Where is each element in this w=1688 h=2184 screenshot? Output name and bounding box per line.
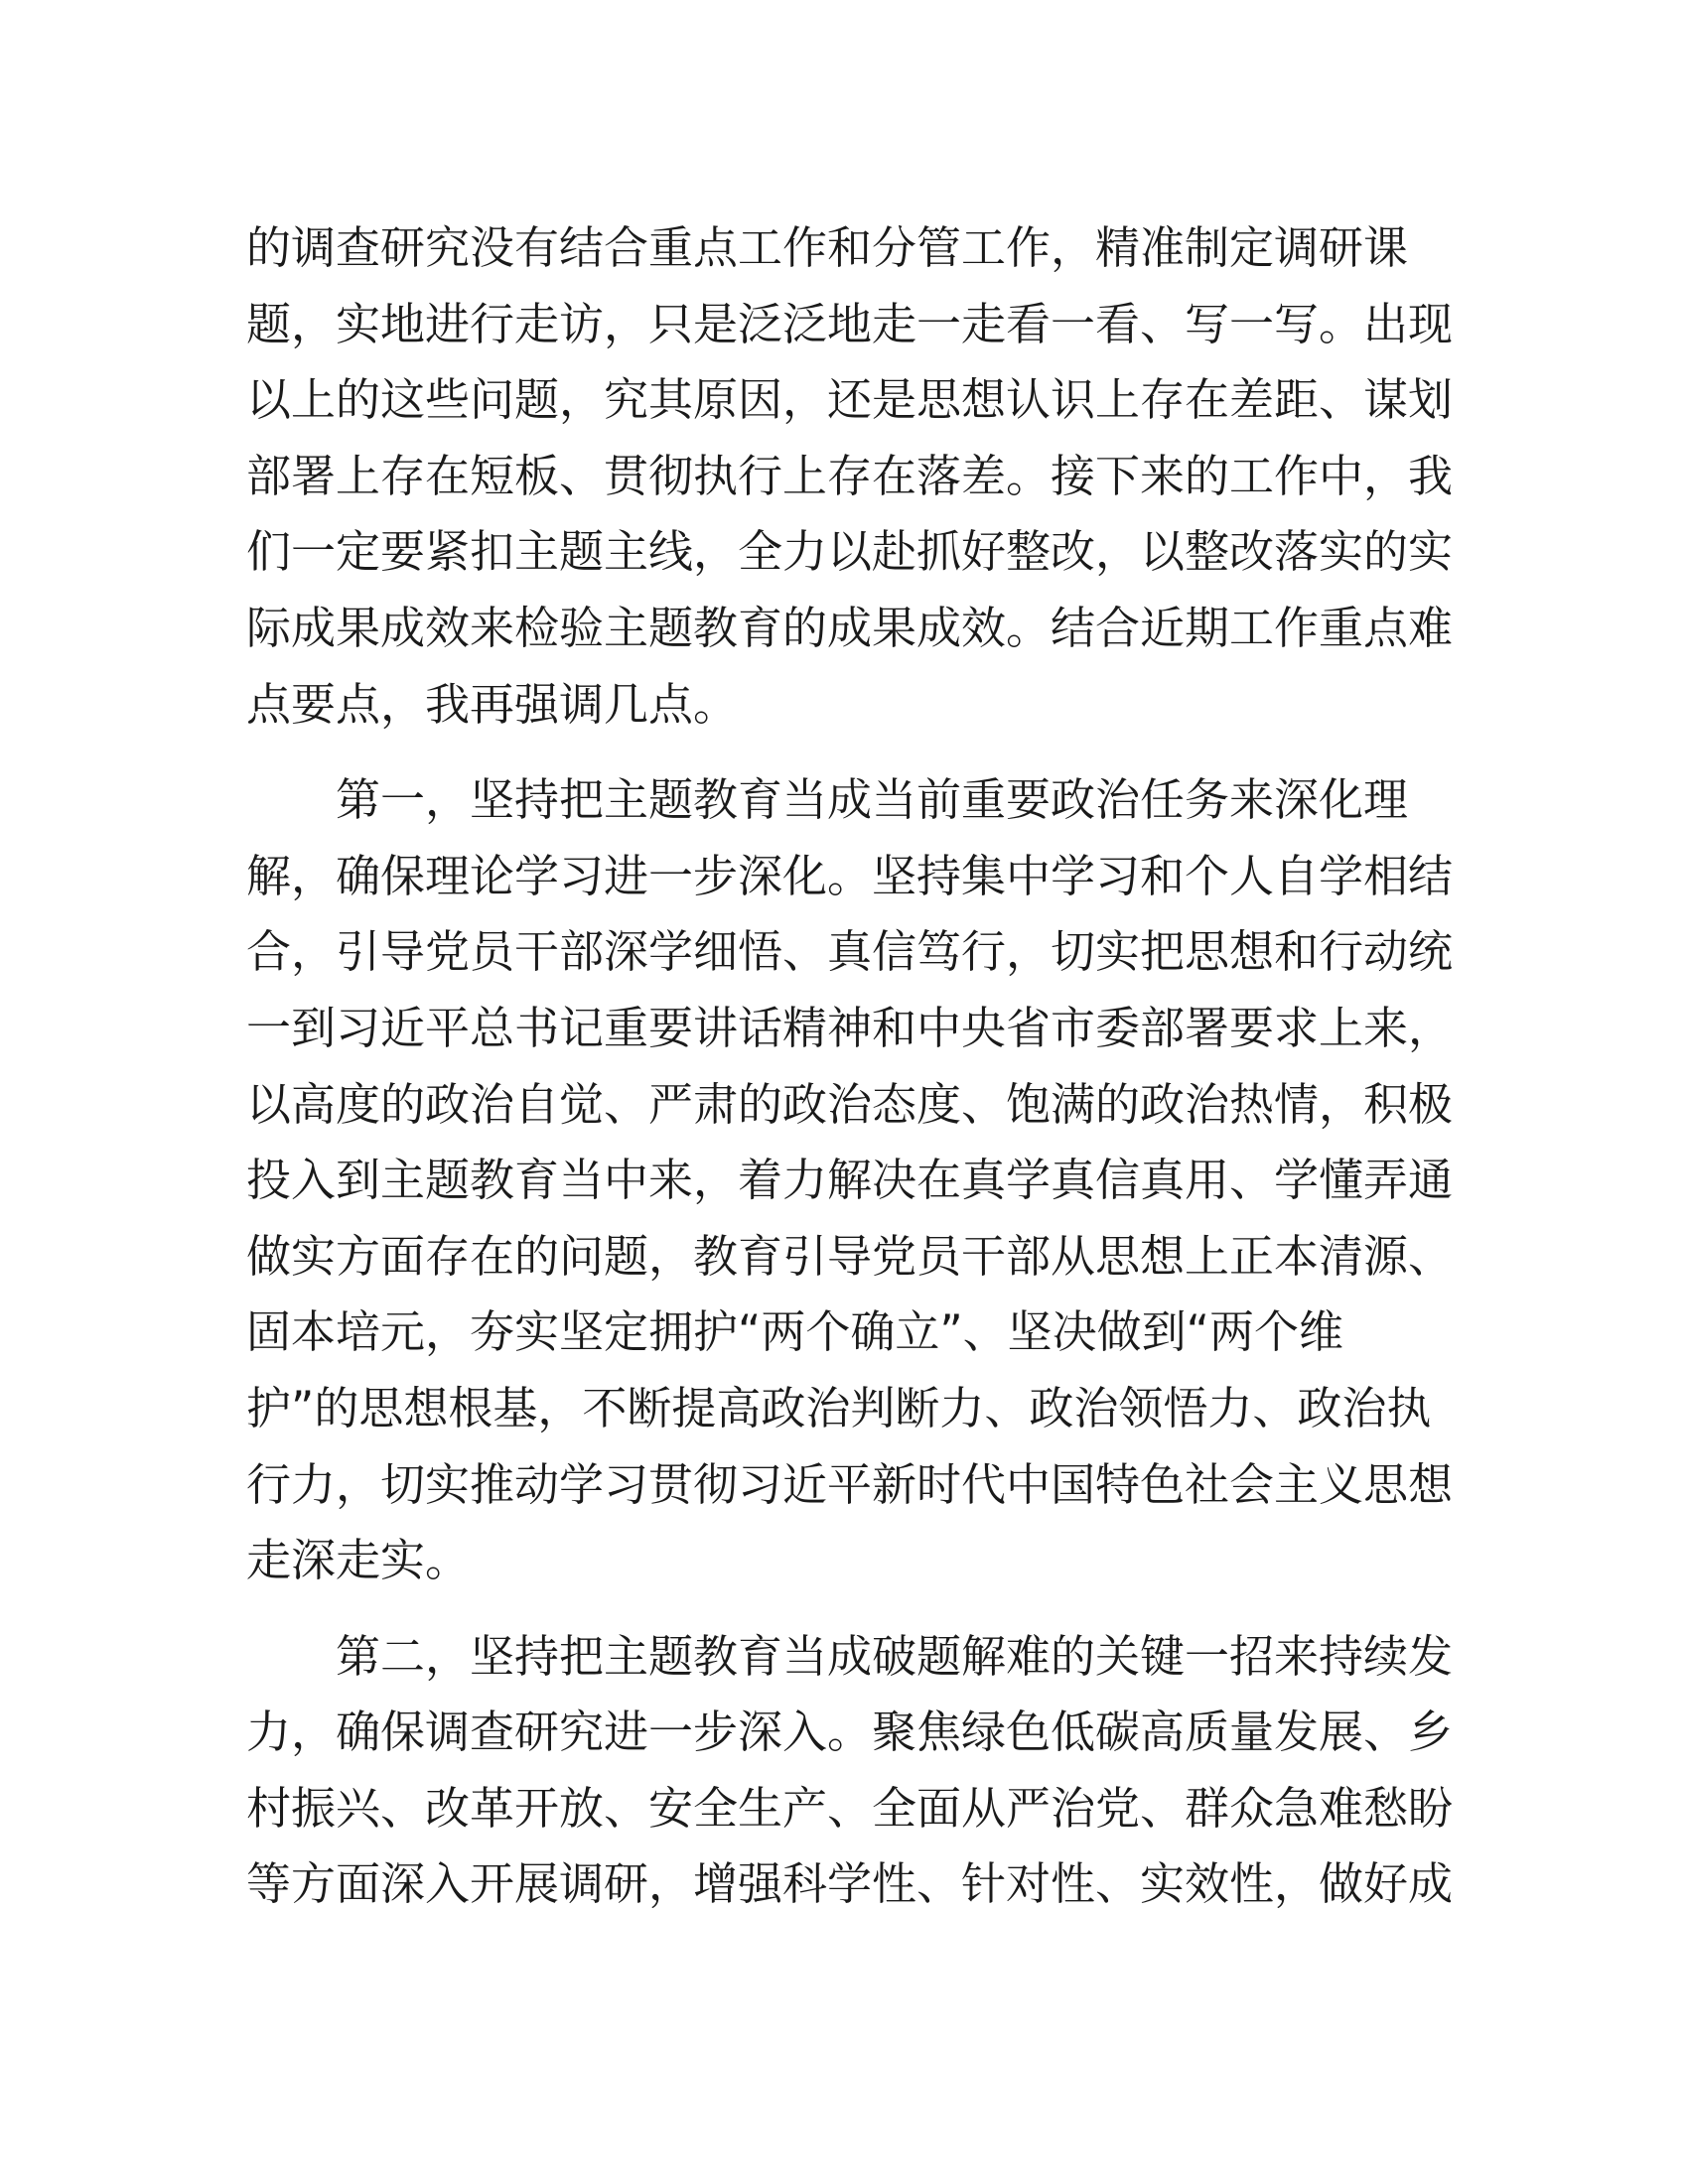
- paragraph-1: [246, 210, 1454, 743]
- text-line: 题，实地进行走访，只是泛泛地走一走看一看、写一写。出现: [246, 297, 1454, 350]
- text-line: 合，引导党员干部深学细悟、真信笃行，切实把思想和行动统: [246, 925, 1454, 979]
- paragraph-gap: [246, 743, 1438, 762]
- text-line: 固本培元，夯实坚定拥护“两个确立”、坚决做到“两个维: [246, 1305, 1343, 1359]
- text-line: 的调查研究没有结合重点工作和分管工作，精准制定调研课: [246, 221, 1409, 274]
- text-line: 投入到主题教育当中来，着力解决在真学真信真用、学懂弄通: [246, 1154, 1454, 1207]
- text-line: 际成果成效来检验主题教育的成果成效。结合近期工作重点难: [246, 601, 1454, 654]
- text-line: 一到习近平总书记重要讲话精神和中央省市委部署要求上来，: [246, 1001, 1454, 1054]
- text-line: 以高度的政治自觉、严肃的政治态度、饱满的政治热情，积极: [246, 1077, 1454, 1131]
- text-line: 点要点，我再强调几点。: [246, 677, 739, 731]
- text-line: 等方面深入开展调研，增强科学性、针对性、实效性，做好成: [246, 1857, 1454, 1911]
- paragraph-gap: [246, 1599, 1438, 1619]
- document-body: [246, 210, 1454, 1923]
- paragraph-2: [246, 762, 1454, 1599]
- text-line: 解，确保理论学习进一步深化。坚持集中学习和个人自学相结: [246, 849, 1454, 902]
- text-line: 以上的这些问题，究其原因，还是思想认识上存在差距、谋划: [246, 373, 1454, 427]
- text-line: 部署上存在短板、贯彻执行上存在落差。接下来的工作中，我: [246, 449, 1454, 502]
- text-line: 第二，坚持把主题教育当成破题解难的关键一招来持续发: [336, 1629, 1454, 1683]
- text-line: 力，确保调查研究进一步深入。聚焦绿色低碳高质量发展、乡: [246, 1706, 1454, 1759]
- text-line: 走深走实。: [246, 1534, 471, 1587]
- text-line: 做实方面存在的问题，教育引导党员干部从思想上正本清源、: [246, 1229, 1454, 1283]
- text-line: 行力，切实推动学习贯彻习近平新时代中国特色社会主义思想: [246, 1457, 1454, 1511]
- text-line: 第一，坚持把主题教育当成当前重要政治任务来深化理: [336, 773, 1409, 827]
- text-line: 村振兴、改革开放、安全生产、全面从严治党、群众急难愁盼: [246, 1781, 1454, 1835]
- text-line: 护”的思想根基，不断提高政治判断力、政治领悟力、政治执: [246, 1381, 1432, 1434]
- text-line: 们一定要紧扣主题主线，全力以赴抓好整改，以整改落实的实: [246, 525, 1454, 579]
- paragraph-3: [246, 1619, 1454, 1923]
